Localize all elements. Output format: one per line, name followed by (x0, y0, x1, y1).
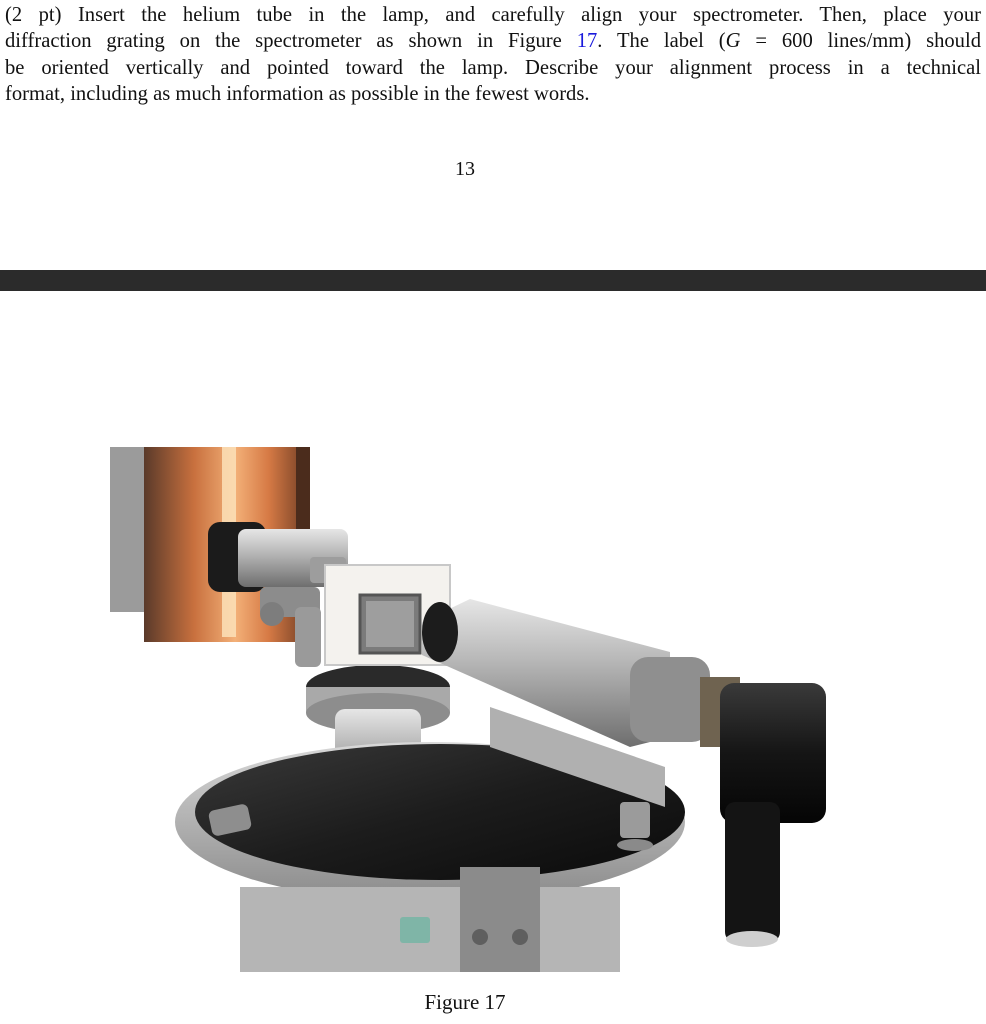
page-number: 13 (455, 158, 475, 180)
question-line-3: be oriented vertically and pointed toward the lamp. Describe your alignment process in a technical (5, 56, 981, 79)
telescope-eyepiece (720, 683, 826, 947)
question-line-4: format, including as much information as possible in the fewest words. (5, 83, 590, 106)
page-divider (0, 270, 986, 291)
telescope-tube (422, 599, 740, 747)
question-line-2-text-a: diffraction grating on the spectrometer as shown in Figure (5, 30, 577, 53)
question-line-2-text-b: . The label ( (597, 30, 726, 53)
question-line-1: (2 pt) Insert the helium tube in the lamp, and carefully align your spectrometer. Then, place your (5, 4, 981, 26)
figure-17-reference-link[interactable]: 17 (576, 30, 598, 53)
figure-caption: Figure 17 (424, 990, 506, 1014)
grating-variable: G (725, 30, 741, 53)
spectrometer-photo (110, 447, 826, 972)
question-line-2-text-c: = 600 lines/mm) should (740, 30, 981, 53)
question-line-2 (5, 28, 981, 54)
question-paragraph (5, 2, 981, 108)
spectrometer-figure (110, 447, 826, 972)
